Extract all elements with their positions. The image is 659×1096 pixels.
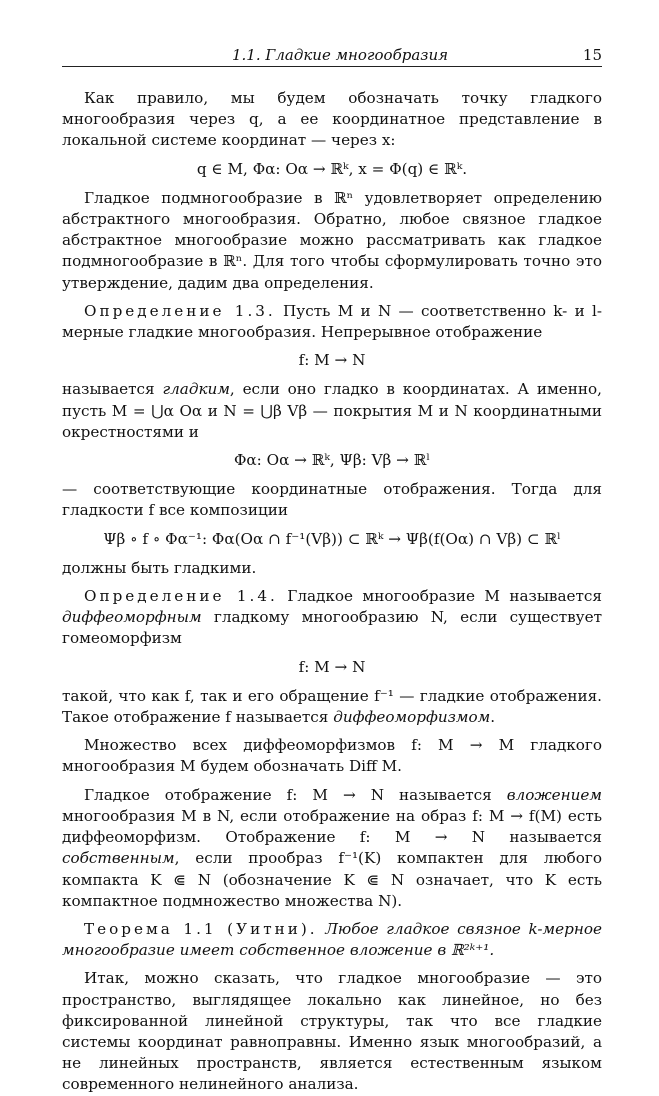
paragraph-notation: Как правило, мы будем обозначать точку гладкого многообразия через q, а ее координатное представление в локальной системе координат — через x: [62, 89, 602, 150]
term-smooth: гладким [162, 380, 230, 399]
theorem-1-1 [62, 919, 602, 961]
smooth-map-text-a: называется [62, 380, 163, 399]
term-proper: собственным [62, 849, 175, 868]
page-number: 15 [582, 46, 602, 64]
paragraph-diffeomorphism [62, 686, 602, 728]
paragraph-smooth-map [62, 379, 602, 443]
embedding-text-a: Гладкое отображение f: M → N называется [84, 785, 507, 804]
diffeomorphism-text-b: . [490, 708, 496, 727]
definition-1-3 [62, 301, 602, 343]
diffeomorphism-text-a: такой, что как f, так и его обращение f⁻¹ — гладкие отображения. Такое отображение f называется [62, 686, 602, 727]
running-title: 1.1. Гладкие многообразия [232, 46, 449, 64]
equation-chart-maps: Φα: Oα → ℝᵏ, Ψβ: Vβ → ℝˡ [233, 451, 431, 470]
term-diffeomorphic: диффеоморфным [62, 608, 202, 627]
term-embedding: вложением [506, 785, 602, 804]
paragraph-coordinate-maps: — соответствующие координатные отображения. Тогда для гладкости f все композиции [62, 480, 602, 520]
theorem-1-1-text: Любое гладкое связное k-мерное многообразие имеет собственное вложение в ℝ²ᵏ⁺¹. [62, 919, 602, 960]
paragraph-conclusion: Итак, можно сказать, что гладкое многообразие — это пространство, выглядящее локально как линейное, но без фиксированной линейной структуры, так что все гладкие системы координат равноправны. Именно язык многообразий, а не линейных пространств, является естественным языком современного нелинейного анализа. [62, 969, 602, 1094]
paragraph-diff-group: Множество всех диффеоморфизмов f: M → M гладкого многообразия M будем обозначать Diff M. [62, 736, 602, 776]
equation-homeomorphism: f: M → N [298, 657, 366, 676]
equation-map-m-n: f: M → N [298, 351, 366, 370]
definition-1-4-label: Определение 1.4. [84, 587, 278, 606]
paragraph-must-be-smooth: должны быть гладкими. [62, 558, 257, 577]
theorem-1-1-label: Теорема 1.1 (Уитни). [84, 919, 318, 938]
paragraph-submanifold: Гладкое подмногообразие в ℝⁿ удовлетворяет определению абстрактного многообразия. Обратно, любое связное гладкое абстрактное многообразие можно рассматривать как гладкое подмногообразие в ℝⁿ. Для того чтобы сформулировать точно это утверждение, дадим два определения. [62, 188, 602, 292]
definition-1-4-text-b: гладкому многообразию N, если существует гомеоморфизм [62, 608, 602, 648]
equation-composition: Ψβ ∘ f ∘ Φα⁻¹: Φα(Oα ∩ f⁻¹(Vβ)) ⊂ ℝᵏ → Ψβ(f(Oα) ∩ Vβ) ⊂ ℝˡ [103, 529, 561, 548]
embedding-text-c: , если прообраз f⁻¹(K) компактен для любого компакта K ⋐ N (обозначение K ⋐ N означает, что K есть компактное подмножество множества N). [62, 849, 602, 910]
term-diffeomorphism: диффеоморфизмом [333, 708, 491, 727]
definition-1-4-text-a: Гладкое многообразие M называется [277, 587, 602, 606]
running-header [62, 44, 602, 67]
equation-coordinates: q ∈ M, Φα: Oα → ℝᵏ, x = Φ(q) ∈ ℝᵏ. [196, 159, 468, 178]
definition-1-3-label: Определение 1.3. [84, 301, 276, 320]
definition-1-4 [62, 586, 602, 650]
definition-1-3-text: Пусть M и N — соответственно k- и l-мерные гладкие многообразия. Непрерывное отображение [62, 301, 602, 342]
smooth-map-text-b: , если оно гладко в координатах. А именно, пусть M = ⋃α Oα и N = ⋃β Vβ — покрытия M и N координатными окрестностями и [62, 380, 602, 441]
body-text [62, 88, 602, 1096]
embedding-text-b: многообразия M в N, если отображение на образ f: M → f(M) есть диффеоморфизм. Отображение f: M → N называется [62, 806, 602, 847]
paragraph-embedding [62, 785, 602, 912]
